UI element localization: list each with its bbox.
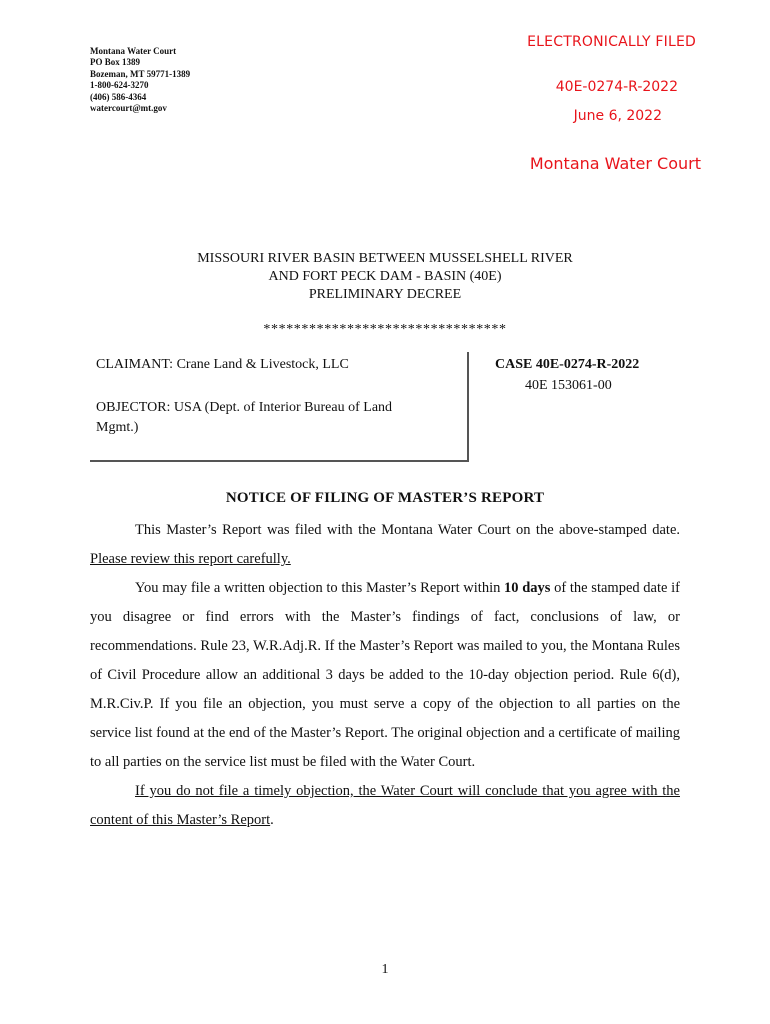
paragraph-1 xyxy=(90,516,680,574)
objector-line: OBJECTOR: USA (Dept. of Interior Bureau of Land Mgmt.) xyxy=(96,400,393,435)
address-line: PO Box 1389 xyxy=(90,57,141,68)
paragraph-text: of the stamped date if you disagree or find errors with the Master’s findings of fact, conclusions of law, or recommendations. Rule 23, W.R.Adj.R. If the Master’s Report was mailed to you, the Montana Rules of Civil Procedure allow an additional 3 days be added to the 10-day objection period. Rule 6(d), M.R.Civ.P. If you file an objection, you must serve a copy of the objection to all parties on the service list found at the end of the Master’s Report. The original objection and a certificate of mailing to all parties on the service list must be filed with the Water Court. xyxy=(90,580,681,770)
address-line: (406) 586-4364 xyxy=(90,91,147,102)
review-reminder: Please review this report carefully. xyxy=(90,551,291,567)
case-caption xyxy=(0,250,770,304)
deadline-emphasis: 10 days xyxy=(504,580,551,596)
claimant-line: CLAIMANT: Crane Land & Livestock, LLC xyxy=(96,357,349,372)
asterisk-divider: ******************************** xyxy=(263,322,507,337)
page-number: 1 xyxy=(381,962,389,977)
paragraph-2 xyxy=(90,574,680,777)
caption-line: PRELIMINARY DECREE xyxy=(308,287,462,302)
claim-number: 40E 153061-00 xyxy=(525,378,612,393)
paragraph-3 xyxy=(90,777,680,835)
parties-box xyxy=(90,352,469,462)
caption-line: AND FORT PECK DAM - BASIN (40E) xyxy=(268,269,502,284)
filing-stamp-date: June 6, 2022 xyxy=(573,108,662,124)
timely-objection-warning: If you do not file a timely objection, the Water Court will conclude that you agree with the content of this Master’s Report xyxy=(90,783,680,828)
notice-title: NOTICE OF FILING OF MASTER’S REPORT xyxy=(225,490,545,506)
address-line: Montana Water Court xyxy=(90,46,177,56)
case-number: CASE 40E-0274-R-2022 xyxy=(495,357,640,372)
address-line: 1-800-624-3270 xyxy=(90,80,149,91)
paragraph-text: You may file a written objection to this Master’s Report within xyxy=(135,580,505,596)
filing-stamp-case-number: 40E-0274-R-2022 xyxy=(555,79,678,95)
address-line: Bozeman, MT 59771-1389 xyxy=(90,68,191,79)
paragraph-text: This Master’s Report was filed with the Montana Water Court on the above-stamped date. xyxy=(135,522,680,538)
notice-body xyxy=(90,516,680,835)
address-line: watercourt@mt.gov xyxy=(90,103,167,114)
caption-line: MISSOURI RIVER BASIN BETWEEN MUSSELSHELL RIVER xyxy=(197,251,573,266)
paragraph-text: . xyxy=(270,812,274,828)
filing-stamp-label: ELECTRONICALLY FILED xyxy=(527,34,696,50)
filing-stamp-court: Montana Water Court xyxy=(529,154,701,173)
court-address-block xyxy=(90,46,190,114)
